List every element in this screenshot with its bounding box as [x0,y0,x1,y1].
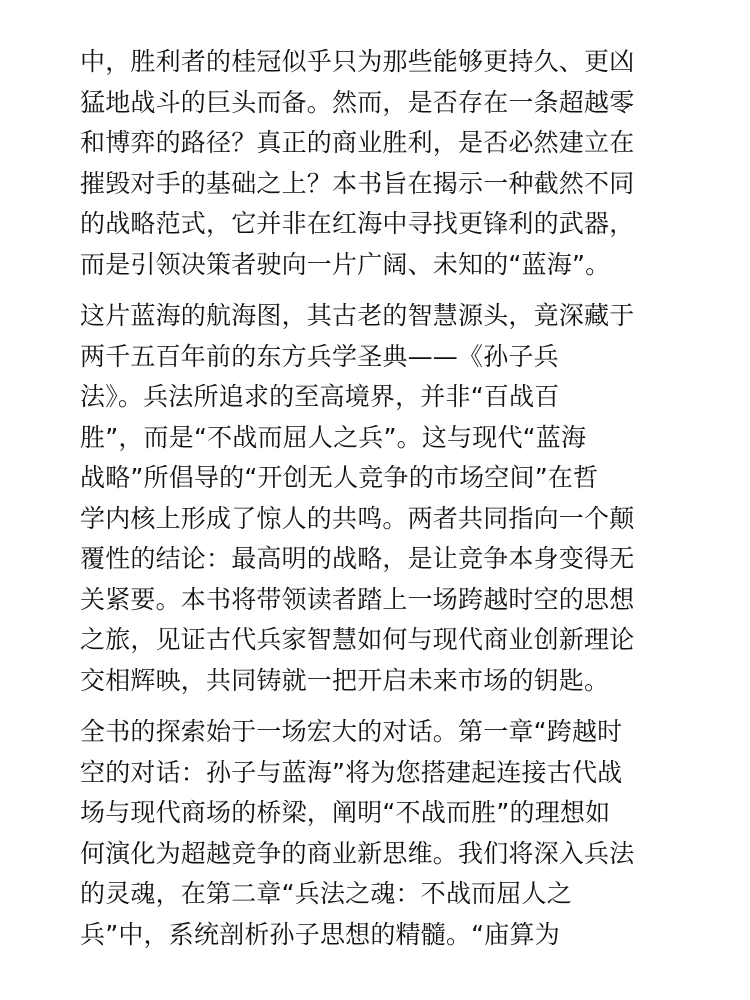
text-line: 交相辉映，共同铸就一把开启未来市场的钥匙。 [80,665,610,695]
text-line: 和博弈的路径？真正的商业胜利，是否必然建立在 [80,128,635,157]
text-line: 猛地战斗的巨头而备。然而，是否存在一条超越零 [80,87,635,117]
text-line: 场与现代商场的桥梁，阐明“不战而胜”的理想如 [80,798,611,827]
text-line: 的灵魂，在第二章“兵法之魂：不战而屈人之 [80,879,572,908]
text-line: 兵”中，系统剖析孙子思想的精髓。“庙算为 [80,919,560,949]
paragraph-1 [80,42,690,285]
text-line: 摧毁对手的基础之上？本书旨在揭示一种截然不同 [80,168,635,198]
text-line: 胜”，而是“不战而屈人之兵”。这与现代“蓝海 [80,422,587,452]
text-line: 这片蓝海的航海图，其古老的智慧源头，竟深藏于 [80,301,635,330]
text-line: 全书的探索始于一场宏大的对话。第一章“跨越时 [80,717,623,746]
text-line: 战略”所倡导的“开创无人竞争的市场空间”在哲 [80,463,599,492]
text-line: 之旅，见证古代兵家智慧如何与现代商业创新理论 [80,625,635,654]
text-line: 中，胜利者的桂冠似乎只为那些能够更持久、更凶 [80,47,635,76]
text-line: 法》。兵法所追求的至高境界，并非“百战百 [80,382,560,411]
text-line: 两千五百年前的东方兵学圣典——《孙子兵 [80,341,559,371]
text-line: 覆性的结论：最高明的战略，是让竞争本身变得无 [80,544,635,573]
text-line: 而是引领决策者驶向一片广阔、未知的“蓝海”。 [80,249,611,279]
text-line: 空的对话：孙子与蓝海”将为您搭建起连接古代战 [80,757,623,787]
text-line: 关紧要。本书将带领读者踏上一场跨越时空的思想 [80,584,635,614]
paragraph-2 [80,296,690,701]
text-line: 学内核上形成了惊人的共鸣。两者共同指向一个颠 [80,503,635,533]
text-line: 何演化为超越竞争的商业新思维。我们将深入兵法 [80,838,635,868]
text-line: 的战略范式，它并非在红海中寻找更锋利的武器， [80,209,635,238]
paragraph-3 [80,712,690,955]
